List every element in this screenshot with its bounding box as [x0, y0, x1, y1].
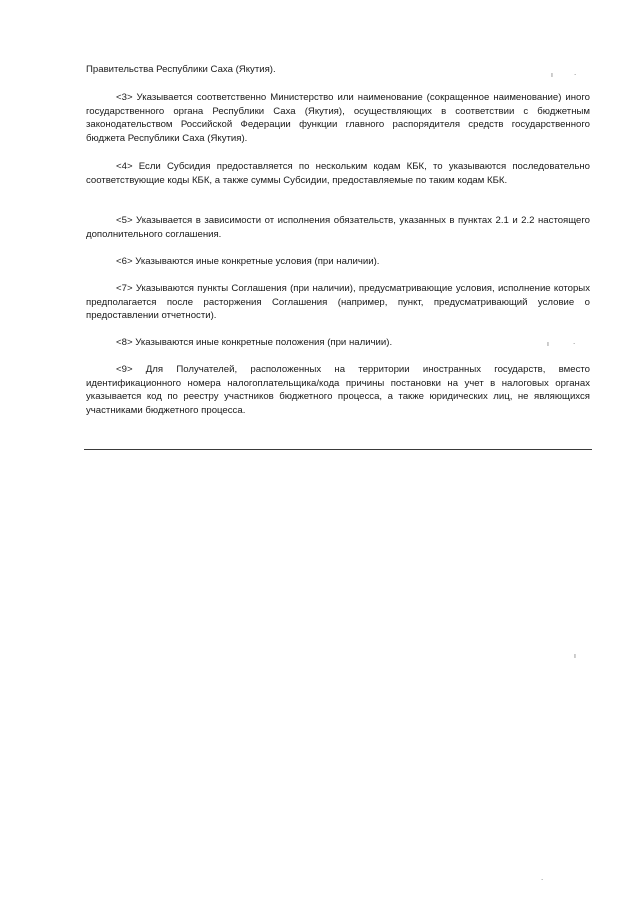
footnote-4: <4> Если Субсидия предоставляется по нескольким кодам КБК, то указываются последовательно соответствующие коды КБК, а также суммы Субсидии, предоставляемые по таким кодам КБК. — [86, 161, 590, 186]
footnote-9: <9> Для Получателей, расположенных на территории иностранных государств, вместо идентификационного номера налогоплательщика/кода причины постановки на учет в налоговых органах указывается код по реестру участников бюджетного процесса, а также юридических лиц, не являющихся участниками бюджетного процесса. — [86, 364, 590, 416]
scan-speck: ı — [551, 71, 553, 79]
paragraph-continuation: Правительства Республики Саха (Якутия). — [86, 64, 276, 75]
footnote-3: <3> Указывается соответственно Министерство или наименование (сокращенное наименование) иного государственного органа Республики Саха (Якутия), осуществляющих в соответствии с бюджетным законодательством Российской Федерации функции главного распорядителя средств государственного бюджета Республики Саха (Якутия). — [86, 92, 590, 144]
footnote-6: <6> Указываются иные конкретные условия (при наличии). — [116, 256, 380, 267]
scan-speck: ı — [547, 340, 549, 348]
scan-speck: · — [573, 340, 576, 348]
footnote-8: <8> Указываются иные конкретные положения (при наличии). — [116, 337, 393, 348]
scan-speck: · — [541, 876, 544, 884]
scan-speck: · — [574, 71, 577, 79]
footnote-5: <5> Указывается в зависимости от исполнения обязательств, указанных в пунктах 2.1 и 2.2 настоящего дополнительного соглашения. — [86, 215, 590, 240]
footnote-7: <7> Указываются пункты Соглашения (при наличии), предусматривающие условия, исполнение которых предполагается после расторжения Соглашения (например, пункт, предусматривающий условие о предоставлении отчетности). — [86, 283, 590, 322]
footnote-separator-line — [84, 449, 592, 450]
scan-speck: ı — [574, 652, 576, 660]
